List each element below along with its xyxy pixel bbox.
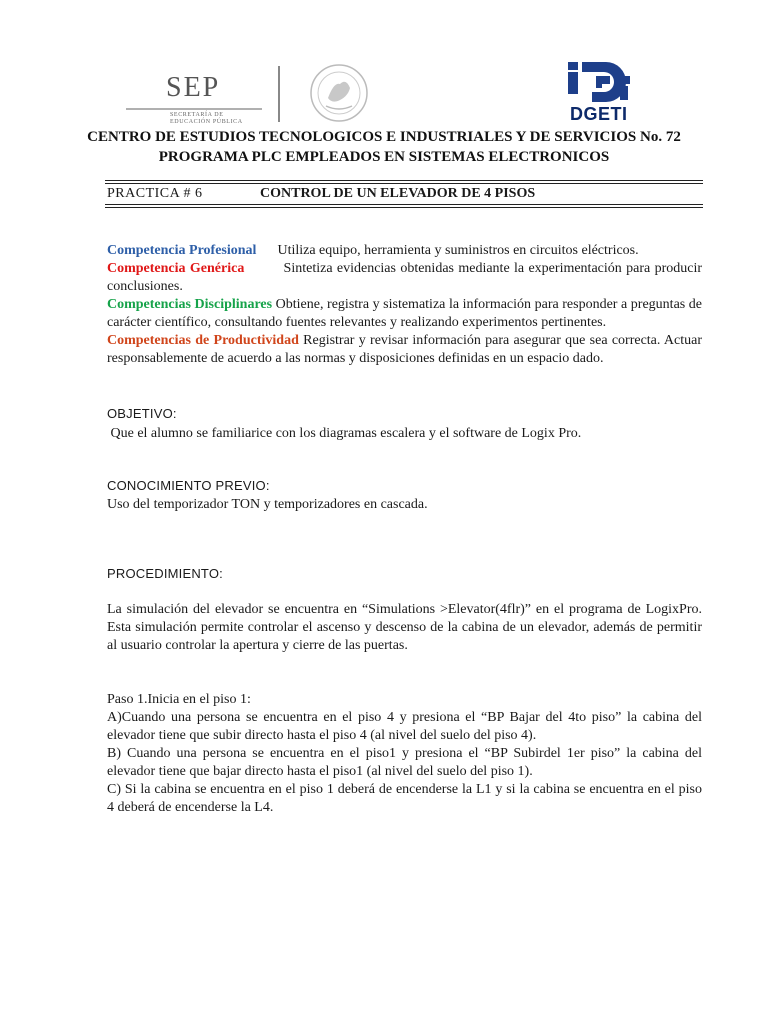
objetivo-text: Que el alumno se familiarice con los diagramas escalera y el software de Logix Pro. [110,426,582,441]
paso-a: A)Cuando una persona se encuentra en el piso 4 y presiona el “BP Bajar del 4to piso” la cabina del elevador tiene que subir directo hasta el piso 4 (al nivel del suelo del piso 4). [107,710,702,743]
competencia-productividad-label: Competencias de Productividad [107,333,299,348]
sep-logo-line [126,108,262,110]
paso-c: C) Si la cabina se encuentra en el piso 1 deberá de encenderse la L1 y si la cabina se encuentra en el piso 4 deberá de encenderse la L4. [107,782,702,815]
conocimiento-text: Uso del temporizador TON y temporizadores en cascada. [107,497,428,512]
sep-logo-text: SEP [166,72,221,103]
divider [105,183,703,184]
practice-title: CONTROL DE UN ELEVADOR DE 4 PISOS [260,186,536,201]
competencia-generica-label: Competencia Genérica [107,261,245,276]
competencia-generica-text: Sintetiza evidencias obtenidas mediante la experimentación para producir conclusiones. [107,261,702,294]
dgeti-logo [562,58,642,130]
dgeti-logo-text: DGETI [570,104,628,124]
procedimiento-intro: La simulación del elevador se encuentra en “Simulations >Elevator(4flr)” en el programa de LogixPro. Esta simulación permite controlar el ascenso y descenso de la cabina de un elevador, además de permitir al usuario controlar la apertura y cierre de las puertas. [107,602,702,653]
competencia-profesional-text: Utiliza equipo, herramienta y suministros en circuitos eléctricos. [277,243,639,258]
conocimiento-heading: CONOCIMIENTO PREVIO: [107,478,270,493]
paso-b: B) Cuando una persona se encuentra en el piso1 y presiona el “BP Subirdel 1er piso” la cabina del elevador tiene que bajar directo hasta el piso1 (al nivel del suelo del piso 1). [107,746,702,779]
competencia-disciplinares-label: Competencias Disciplinares [107,297,273,312]
institution-name: CENTRO DE ESTUDIOS TECNOLOGICOS E INDUSTRIALES Y DE SERVICIOS No. 72 [87,129,681,145]
dgeti-emblem-icon [562,58,642,106]
procedimiento-heading: PROCEDIMIENTO: [107,566,223,581]
divider [105,204,703,205]
sep-logo-subtitle: SECRETARÍA DE EDUCACIÓN PÚBLICA [170,112,243,125]
logo-divider [278,66,280,122]
competencia-productividad [107,332,702,368]
competencias-section [107,242,702,368]
practice-number: PRACTICA # 6 [107,186,203,201]
competencia-productividad-text: Registrar y revisar información para asegurar que sea correcta. Actuar responsablemente de acuerdo a las normas y disposiciones definidas en un espacio dado. [107,333,702,366]
competencia-profesional-label: Competencia Profesional [107,243,257,258]
divider [105,207,703,208]
program-name: PROGRAMA PLC EMPLEADOS EN SISTEMAS ELECTRONICOS [158,149,610,165]
mexican-seal-icon [304,62,374,124]
competencia-profesional [107,242,702,260]
divider [105,180,703,181]
paso-1-section [107,691,702,817]
objetivo-heading: OBJETIVO: [107,406,177,421]
sep-logo [126,72,266,128]
competencia-generica [107,260,702,296]
competencia-disciplinares-text: Obtiene, registra y sistematiza la información para responder a preguntas de carácter científico, consultando fuentes relevantes y realizando experimentos pertinentes. [107,297,703,330]
competencia-disciplinares [107,296,702,332]
paso-1-title: Paso 1.Inicia en el piso 1: [107,692,251,707]
